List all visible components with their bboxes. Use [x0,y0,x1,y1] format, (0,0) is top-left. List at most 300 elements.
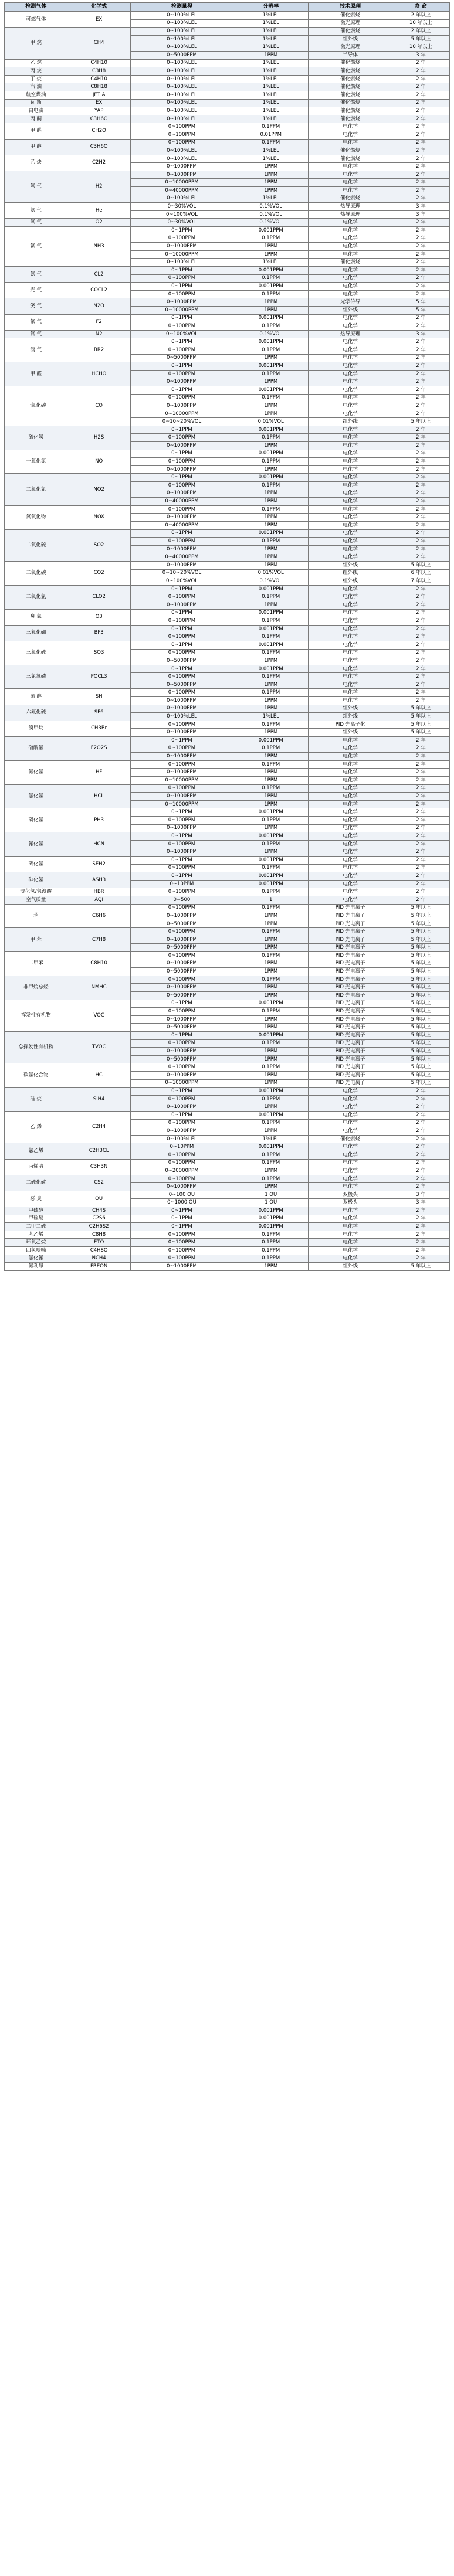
cell-detection-range: 0~1PPM [130,338,233,346]
cell-technology: PID 光电离子 [309,904,392,912]
cell-lifetime: 5 年以上 [392,418,449,426]
cell-technology: 电化学 [309,243,392,251]
cell-lifetime: 2 年 [392,545,449,553]
cell-technology: 电化学 [309,760,392,769]
cell-detection-range: 0~1PPM [130,641,233,649]
cell-lifetime: 5 年以上 [392,920,449,928]
cell-detection-range: 0~1PPM [130,625,233,633]
cell-resolution: 0.1PPM [233,928,308,936]
cell-lifetime: 5 年以上 [392,960,449,968]
cell-lifetime: 2 年 [392,498,449,506]
table-row [5,529,450,538]
cell-chemical-formula: H2 [67,171,130,202]
cell-detection-range: 0~5000PPM [130,992,233,1000]
cell-chemical-formula: C3H6O [67,115,130,123]
cell-resolution: 0.001PPM [233,665,308,673]
cell-chemical-formula: NH3 [67,227,130,267]
cell-technology: 电化学 [309,1167,392,1175]
cell-lifetime: 10 年以上 [392,19,449,28]
table-row [5,450,450,458]
cell-lifetime: 2 年 [392,697,449,705]
cell-lifetime: 5 年以上 [392,1048,449,1056]
cell-detection-range: 0~100%LEL [130,99,233,107]
cell-chemical-formula: C2S6 [67,1215,130,1223]
cell-technology: 电化学 [309,529,392,538]
cell-lifetime: 2 年 [392,872,449,881]
cell-gas-name: 甲硫醇 [5,1207,67,1215]
cell-chemical-formula: C2H3CL [67,1143,130,1159]
cell-chemical-formula: N2 [67,330,130,338]
cell-resolution: 0.001PPM [233,1215,308,1223]
cell-resolution: 0.1PPM [233,235,308,243]
cell-lifetime: 2 年 [392,274,449,283]
cell-technology: 电化学 [309,832,392,841]
cell-resolution: 1%LEL [233,12,308,20]
cell-technology: 电化学 [309,410,392,418]
cell-technology: 电化学 [309,601,392,609]
cell-resolution: 1PPM [233,848,308,857]
cell-lifetime: 2 年 [392,378,449,386]
cell-lifetime: 2 年 [392,824,449,832]
cell-detection-range: 0~20000PPM [130,1167,233,1175]
cell-gas-name: 总挥发性有机物 [5,1032,67,1063]
cell-detection-range: 0~1000PPM [130,697,233,705]
cell-lifetime: 5 年以上 [392,35,449,43]
cell-resolution: 0.001PPM [233,1000,308,1008]
cell-technology: 催化燃烧 [309,99,392,107]
cell-lifetime: 2 年 [392,426,449,434]
table-row [5,12,450,20]
cell-resolution: 1PPM [233,250,308,259]
cell-resolution: 0.1PPM [233,864,308,872]
cell-technology: 电化学 [309,250,392,259]
cell-lifetime: 2 年 [392,609,449,617]
cell-detection-range: 0~100PPM [130,1063,233,1072]
cell-resolution: 1PPM [233,378,308,386]
cell-technology: PID 光电离子 [309,1032,392,1040]
cell-detection-range: 0~1PPM [130,267,233,275]
cell-lifetime: 2 年 [392,538,449,546]
table-row [5,904,450,912]
cell-resolution: 0.1PPM [233,1255,308,1263]
cell-detection-range: 0~100PPM [130,904,233,912]
table-row [5,1088,450,1096]
table-row [5,1255,450,1263]
cell-detection-range: 0~1PPM [130,426,233,434]
cell-lifetime: 2 年 [392,179,449,187]
cell-gas-name: 三氧化硫 [5,641,67,665]
cell-resolution: 0.1PPM [233,633,308,641]
table-row [5,737,450,745]
cell-resolution: 1%LEL [233,107,308,115]
cell-gas-name: 氨 气 [5,227,67,267]
cell-detection-range: 0~1PPM [130,1088,233,1096]
cell-detection-range: 0~100%VOL [130,330,233,338]
cell-resolution: 1PPM [233,298,308,307]
cell-chemical-formula: SEH2 [67,856,130,872]
cell-resolution: 1PPM [233,553,308,562]
table-row [5,1191,450,1199]
cell-detection-range: 0~100%LEL [130,155,233,163]
cell-gas-name: 四氢呋喃 [5,1247,67,1255]
cell-detection-range: 0~1PPM [130,808,233,817]
cell-gas-name: 氦 气 [5,203,67,219]
cell-resolution: 1PPM [233,442,308,450]
table-row [5,888,450,896]
cell-chemical-formula: CH4 [67,28,130,59]
cell-detection-range: 0~5000PPM [130,1055,233,1063]
cell-resolution: 0.1PPM [233,689,308,697]
cell-lifetime: 2 年 [392,394,449,402]
cell-gas-name: 丙 烷 [5,67,67,76]
cell-lifetime: 5 年 [392,298,449,307]
table-row [5,426,450,434]
cell-detection-range: 0~100PPM [130,689,233,697]
cell-resolution: 1PPM [233,697,308,705]
cell-resolution: 0.1PPM [233,538,308,546]
cell-chemical-formula: C2H6S2 [67,1223,130,1231]
cell-technology: 电化学 [309,354,392,362]
cell-lifetime: 5 年以上 [392,1015,449,1024]
cell-resolution: 1%LEL [233,195,308,203]
cell-resolution: 0.1PPM [233,1159,308,1167]
cell-gas-name: 甲 烷 [5,28,67,59]
cell-technology: 电化学 [309,816,392,824]
cell-lifetime: 2 年 [392,465,449,474]
cell-resolution: 1%LEL [233,147,308,155]
cell-detection-range: 0~1000PPM [130,442,233,450]
cell-lifetime: 2 年 [392,1255,449,1263]
cell-detection-range: 0~10PPM [130,880,233,888]
cell-resolution: 1%LEL [233,75,308,83]
cell-resolution: 1%LEL [233,83,308,91]
cell-technology: PID 光电离子 [309,936,392,944]
cell-chemical-formula: TVOC [67,1032,130,1063]
table-row [5,1247,450,1255]
cell-lifetime: 2 年 [392,625,449,633]
cell-resolution: 1%LEL [233,43,308,52]
cell-detection-range: 0~100PPM [130,952,233,960]
cell-detection-range: 0~100PPM [130,928,233,936]
col-header-technology: 技术原理 [309,3,392,12]
cell-lifetime: 2 年 [392,155,449,163]
cell-technology: 电化学 [309,1207,392,1215]
cell-detection-range: 0~1PPM [130,585,233,593]
cell-technology: 红外线 [309,306,392,314]
cell-technology: 激光原理 [309,43,392,52]
cell-lifetime: 5 年以上 [392,952,449,960]
cell-lifetime: 2 年 [392,1223,449,1231]
cell-technology: 电化学 [309,824,392,832]
cell-lifetime: 3 年 [392,51,449,59]
cell-gas-name: 溴甲烷 [5,721,67,736]
cell-chemical-formula: BF3 [67,625,130,641]
cell-gas-name: 碳氢化合物 [5,1063,67,1088]
table-row [5,928,450,936]
cell-lifetime: 2 年 [392,283,449,291]
cell-technology: 电化学 [309,1095,392,1103]
cell-detection-range: 0~10000PPM [130,410,233,418]
cell-chemical-formula: C8H10 [67,952,130,976]
table-row [5,1111,450,1119]
cell-detection-range: 0~100PPM [130,760,233,769]
cell-resolution: 0.001PPM [233,585,308,593]
cell-lifetime: 2 年 [392,227,449,235]
cell-resolution: 1PPM [233,306,308,314]
cell-technology: 催化燃烧 [309,59,392,67]
cell-lifetime: 2 年 [392,808,449,817]
cell-resolution: 1%LEL [233,67,308,76]
cell-lifetime: 2 年 [392,115,449,123]
cell-resolution: 0.001PPM [233,872,308,881]
cell-chemical-formula: FREON [67,1263,130,1271]
cell-resolution: 1PPM [233,1071,308,1079]
cell-lifetime: 2 年 [392,753,449,761]
cell-resolution: 1PPM [233,681,308,689]
cell-technology: 电化学 [309,290,392,298]
cell-resolution: 0.001PPM [233,880,308,888]
cell-technology: 电化学 [309,745,392,753]
cell-lifetime: 2 年 [392,187,449,195]
cell-resolution: 1PPM [233,410,308,418]
cell-resolution: 0.1PPM [233,1119,308,1127]
cell-technology: 热导原理 [309,330,392,338]
cell-resolution: 1PPM [233,1024,308,1032]
cell-lifetime: 2 年 [392,649,449,657]
cell-technology: 电化学 [309,1247,392,1255]
cell-detection-range: 0~1000PPM [130,171,233,179]
cell-lifetime: 2 年 [392,235,449,243]
cell-technology: PID 光电离子 [309,1079,392,1088]
cell-detection-range: 0~1PPM [130,832,233,841]
cell-chemical-formula: NO [67,450,130,474]
cell-resolution: 0.1PPM [233,1247,308,1255]
cell-detection-range: 0~1PPM [130,450,233,458]
cell-technology: 电化学 [309,522,392,530]
cell-lifetime: 5 年 [392,306,449,314]
cell-technology: 电化学 [309,474,392,482]
table-row [5,896,450,904]
cell-technology: 催化燃烧 [309,12,392,20]
cell-gas-name: 甲 醇 [5,139,67,155]
cell-resolution: 1PPM [233,824,308,832]
cell-resolution: 0.1PPM [233,593,308,601]
cell-detection-range: 0~100%LEL [130,195,233,203]
cell-technology: 电化学 [309,856,392,864]
cell-detection-range: 0~100PPM [130,633,233,641]
cell-resolution: 0.1PPM [233,1231,308,1239]
cell-gas-name: 溴 气 [5,338,67,362]
cell-detection-range: 0~100%LEL [130,713,233,721]
cell-chemical-formula: C6H6 [67,904,130,928]
cell-technology: 催化燃烧 [309,195,392,203]
cell-lifetime: 2 年 [392,67,449,76]
cell-detection-range: 0~1000PPM [130,960,233,968]
cell-resolution: 0.1PPM [233,721,308,729]
cell-detection-range: 0~1000PPM [130,1048,233,1056]
table-header-row [5,3,450,12]
cell-gas-name: 二甲苯 [5,952,67,976]
cell-gas-name: 六氟化硫 [5,705,67,721]
cell-resolution: 1PPM [233,1015,308,1024]
cell-detection-range: 0~5000PPM [130,51,233,59]
cell-technology: 电化学 [309,1223,392,1231]
cell-lifetime: 2 年 [392,793,449,801]
cell-lifetime: 2 年 [392,1231,449,1239]
cell-detection-range: 0~10000PPM [130,306,233,314]
cell-resolution: 1PPM [233,561,308,569]
cell-lifetime: 5 年以上 [392,1000,449,1008]
cell-resolution: 1 [233,896,308,904]
cell-lifetime: 5 年以上 [392,976,449,984]
cell-resolution: 0.1PPM [233,458,308,466]
cell-detection-range: 0~5000PPM [130,1024,233,1032]
cell-resolution: 1PPM [233,1127,308,1136]
cell-resolution: 0.1PPM [233,1095,308,1103]
cell-lifetime: 6 年以上 [392,569,449,577]
table-row [5,505,450,514]
cell-resolution: 0.1PPM [233,1008,308,1016]
cell-gas-name: 环氧乙烷 [5,1239,67,1247]
cell-lifetime: 2 年 [392,442,449,450]
cell-chemical-formula: PH3 [67,808,130,832]
cell-detection-range: 0~1000PPM [130,793,233,801]
cell-technology: 电化学 [309,840,392,848]
cell-technology: 电化学 [309,880,392,888]
cell-detection-range: 0~1PPM [130,737,233,745]
cell-technology: 电化学 [309,553,392,562]
cell-resolution: 1PPM [233,354,308,362]
cell-technology: PID 光电离子 [309,912,392,920]
cell-technology: 电化学 [309,1088,392,1096]
cell-gas-name: 硒化氢 [5,856,67,872]
cell-technology: 电化学 [309,314,392,322]
cell-gas-name: 氰化氢 [5,832,67,857]
cell-detection-range: 0~100PPM [130,123,233,131]
cell-chemical-formula: BR2 [67,338,130,362]
cell-detection-range: 0~1PPM [130,283,233,291]
cell-lifetime: 2 年 [392,1088,449,1096]
cell-gas-name: 甲 苯 [5,928,67,952]
cell-chemical-formula: CS2 [67,1175,130,1191]
cell-technology: 电化学 [309,235,392,243]
cell-lifetime: 2 年 [392,83,449,91]
cell-lifetime: 2 年 [392,1183,449,1191]
cell-detection-range: 0~10000PPM [130,1079,233,1088]
cell-resolution: 0.001PPM [233,529,308,538]
cell-lifetime: 5 年以上 [392,1063,449,1072]
table-row [5,1223,450,1231]
table-row [5,952,450,960]
table-row [5,832,450,841]
cell-technology: 电化学 [309,800,392,808]
cell-gas-name: 氯乙烯 [5,1143,67,1159]
cell-technology: 电化学 [309,450,392,458]
cell-gas-name: 臭 氧 [5,609,67,625]
cell-technology: 红外线 [309,705,392,713]
cell-gas-name: 丙烯腈 [5,1159,67,1175]
cell-resolution: 1PPM [233,1183,308,1191]
cell-lifetime: 2 年 [392,529,449,538]
cell-technology: 双极头 [309,1199,392,1207]
cell-detection-range: 0~1000PPM [130,561,233,569]
cell-resolution: 1PPM [233,968,308,976]
cell-detection-range: 0~1000PPM [130,824,233,832]
cell-chemical-formula: CL2 [67,267,130,283]
cell-technology: 电化学 [309,378,392,386]
table-row [5,219,450,227]
cell-detection-range: 0~30%VOL [130,219,233,227]
cell-gas-name: 光 气 [5,283,67,298]
cell-lifetime: 5 年以上 [392,1263,449,1271]
cell-detection-range: 0~1000PPM [130,545,233,553]
cell-resolution: 1PPM [233,498,308,506]
cell-lifetime: 2 年 [392,1103,449,1112]
cell-resolution: 0.001PPM [233,1207,308,1215]
cell-resolution: 0.1PPM [233,976,308,984]
cell-detection-range: 0~10000PPM [130,777,233,785]
cell-lifetime: 5 年以上 [392,1039,449,1048]
cell-detection-range: 0~100PPM [130,784,233,793]
cell-detection-range: 0~100PPM [130,1247,233,1255]
cell-detection-range: 0~100PPM [130,290,233,298]
cell-lifetime: 5 年以上 [392,721,449,729]
cell-technology: 电化学 [309,394,392,402]
cell-technology: PID 光电离子 [309,1063,392,1072]
table-row [5,171,450,179]
cell-detection-range: 0~100%LEL [130,12,233,20]
cell-chemical-formula: HCN [67,832,130,857]
table-row [5,99,450,107]
cell-chemical-formula: SIH4 [67,1088,130,1112]
cell-lifetime: 2 年以上 [392,28,449,36]
cell-detection-range: 0~100PPM [130,235,233,243]
cell-detection-range: 0~100PPM [130,274,233,283]
table-row [5,1159,450,1167]
cell-technology: 电化学 [309,1119,392,1127]
cell-resolution: 1PPM [233,601,308,609]
cell-lifetime: 2 年 [392,1095,449,1103]
cell-detection-range: 0~1PPM [130,609,233,617]
cell-detection-range: 0~1000PPM [130,984,233,992]
cell-lifetime: 2 年 [392,816,449,824]
cell-chemical-formula: HF [67,760,130,784]
table-row [5,1032,450,1040]
cell-detection-range: 0~10~20%VOL [130,569,233,577]
cell-lifetime: 5 年以上 [392,1024,449,1032]
cell-resolution: 0.1PPM [233,346,308,354]
cell-chemical-formula: NO2 [67,474,130,505]
cell-resolution: 0.1PPM [233,434,308,442]
cell-gas-name: 非甲烷总烃 [5,976,67,1000]
cell-gas-name: 二氧化氯 [5,585,67,609]
cell-resolution: 0.001PPM [233,338,308,346]
cell-technology: 电化学 [309,227,392,235]
cell-technology: 电化学 [309,657,392,665]
table-row [5,609,450,617]
cell-resolution: 0.01%VOL [233,418,308,426]
cell-resolution: 0.001PPM [233,314,308,322]
cell-technology: 电化学 [309,482,392,490]
cell-technology: 电化学 [309,219,392,227]
cell-technology: 电化学 [309,888,392,896]
cell-gas-name: 一氧化氮 [5,450,67,474]
cell-chemical-formula: C3H3N [67,1159,130,1175]
cell-resolution: 0.1%VOL [233,210,308,219]
cell-lifetime: 2 年 [392,800,449,808]
cell-lifetime: 5 年以上 [392,1079,449,1088]
cell-resolution: 0.001PPM [233,362,308,371]
